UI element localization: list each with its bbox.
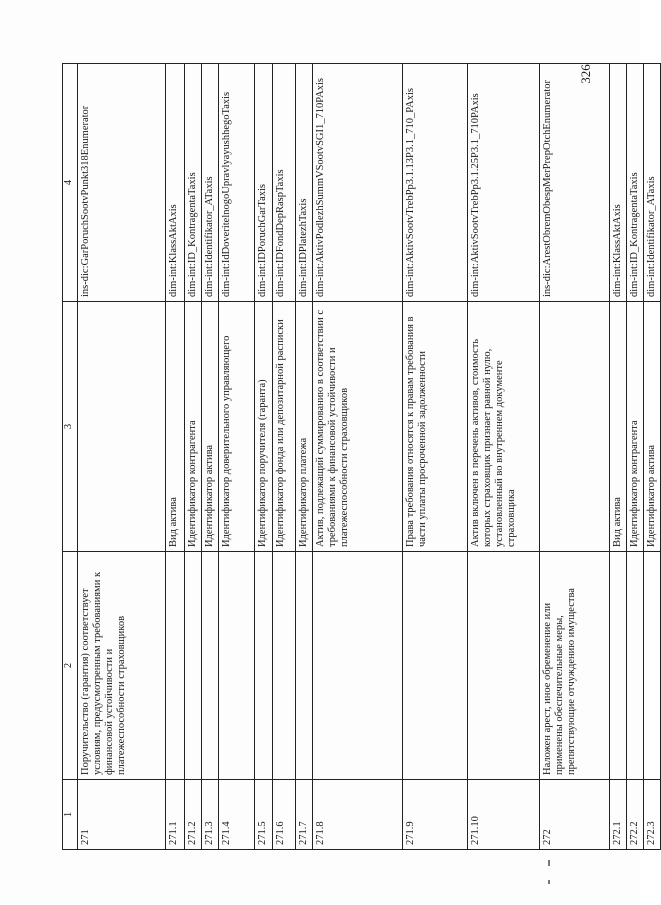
row-number-cell: 271.4 [219,780,255,850]
table-row [627,64,644,850]
table-row [202,64,219,850]
taxonomy-code-cell: dim-int:KlassAktAxis [166,64,185,302]
row-number-cell: 271.10 [468,780,540,850]
table-row [296,64,313,850]
item-name-cell [627,552,644,780]
dimension-description-cell: Идентификатор поручителя (гаранта) [255,302,273,552]
row-number-cell: 271.1 [166,780,185,850]
header-cell: 1 [63,780,78,850]
dimension-description-cell: Вид актива [166,302,185,552]
item-name-cell [219,552,255,780]
item-name-cell [296,552,313,780]
dimension-description-cell: Актив включен в перечень активов, стоимость которых страховщик признает равной нулю, установленный во внутреннем документе страховщика [468,302,540,552]
table-row [255,64,273,850]
table-row [610,64,627,850]
table-row [273,64,296,850]
dimension-description-cell: Идентификатор актива [202,302,219,552]
item-name-cell [644,552,661,780]
item-name-cell [610,552,627,780]
taxonomy-code-cell: dim-int:IDPoruchGarTaxis [255,64,273,302]
taxonomy-code-cell: ins-dic:GarPoruchSootvPunkt318Enumerator [78,64,166,302]
taxonomy-code-cell: dim-int:Identifikator_ATaxis [644,64,661,302]
row-number-cell: 272 [540,780,610,850]
row-number-cell: 271.9 [403,780,468,850]
item-name-cell [403,552,468,780]
row-number-cell: 272.1 [610,780,627,850]
dimension-description-cell: Идентификатор контрагента [185,302,202,552]
row-number-cell: 271 [78,780,166,850]
table-header-row [63,64,78,850]
dimension-description-cell: Актив, подлежащий суммированию в соответствии с требованиями к финансовой устойчивости и платежеспособности страховщиков [313,302,403,552]
taxonomy-code-cell: ins-dic:ArestObremObespMerPrepOtchEnumerator [540,64,610,302]
dimension-description-cell: Идентификатор платежа [296,302,313,552]
table-row [540,64,610,850]
item-name-cell: Наложен арест, иное обременение или применены обеспечительные меры, препятствующие отчуждению имущества [540,552,610,780]
row-number-cell: 271.7 [296,780,313,850]
table-row [468,64,540,850]
row-number-cell: 271.3 [202,780,219,850]
row-number-cell: 271.6 [273,780,296,850]
row-number-cell: 272.2 [627,780,644,850]
table-row [185,64,202,850]
dimension-description-cell: Права требования относятся к правам требования в части уплаты просроченной задолженности [403,302,468,552]
scan-mark [548,880,550,884]
dimension-description-cell: Идентификатор актива [644,302,661,552]
header-cell: 2 [63,552,78,780]
taxonomy-code-cell: dim-int:IDPlatezhTaxis [296,64,313,302]
taxonomy-code-cell: dim-int:IdDoveritelnogoUpravlyayushhegoTaxis [219,64,255,302]
taxonomy-code-cell: dim-int:KlassAktAxis [610,64,627,302]
taxonomy-code-cell: dim-int:IDFondDepRaspTaxis [273,64,296,302]
table-row [219,64,255,850]
item-name-cell: Поручительство (гарантия) соответствует условиям, предусмотренным требованиями к финансовой устойчивости и платежеспособности страховщиков [78,552,166,780]
taxonomy-code-cell: dim-int:AktivSootvTrebPp3.1.25P3.1_710PAxis [468,64,540,302]
table-row [313,64,403,850]
item-name-cell [202,552,219,780]
dimension-description-cell: Идентификатор контрагента [627,302,644,552]
item-name-cell [273,552,296,780]
table-row [403,64,468,850]
dimension-description-cell [540,302,610,552]
dimension-description-cell: Вид актива [610,302,627,552]
item-name-cell [185,552,202,780]
header-cell: 4 [63,64,78,302]
row-number-cell: 271.5 [255,780,273,850]
taxonomy-code-cell: dim-int:AktivPodlezhSummVSootvSGI1_710PAxis [313,64,403,302]
item-name-cell [313,552,403,780]
scan-mark [548,860,550,866]
dimension-description-cell: Идентификатор фонда или депозитарной расписки [273,302,296,552]
dimension-description-cell: Идентификатор доверительного управляющего [219,302,255,552]
item-name-cell [166,552,185,780]
item-name-cell [255,552,273,780]
row-number-cell: 271.2 [185,780,202,850]
row-number-cell: 272.3 [644,780,661,850]
dimension-description-cell [78,302,166,552]
taxonomy-code-cell: dim-int:ID_KontragentaTaxis [627,64,644,302]
registry-table [62,63,661,850]
table-row [166,64,185,850]
table-row [644,64,661,850]
taxonomy-code-cell: dim-int:ID_KontragentaTaxis [185,64,202,302]
taxonomy-code-cell: dim-int:AktivSootvTrebPp3.1.13P3.1_710_PAxis [403,64,468,302]
header-cell: 3 [63,302,78,552]
row-number-cell: 271.8 [313,780,403,850]
item-name-cell [468,552,540,780]
taxonomy-code-cell: dim-int:Identifikator_ATaxis [202,64,219,302]
page-number: 326 [577,64,593,84]
table-row [78,64,166,850]
